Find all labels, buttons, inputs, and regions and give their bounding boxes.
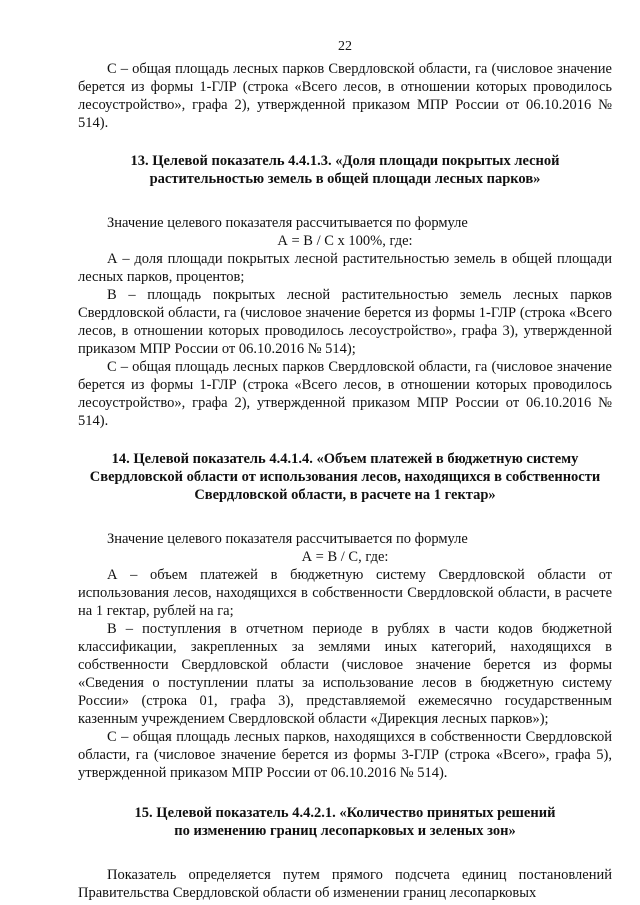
section-14-formula: А = В / С, где: [301, 549, 389, 565]
section-13-b-definition: В – площадь покрытых лесной растительностью земель лесных парков Свердловской области, га (числовое значение берется из формы 1-ГЛР (строка «Всего лесов, в отношении которых проводилось лесоустройство», графа 3), утвержденной приказом МПР России от 06.10.2016 № 514); [78, 287, 612, 357]
section-14-b-definition: В – поступления в отчетном периоде в рублях в части кодов бюджетной классификации, закрепленных за землями иных категорий, находящихся в собственности Свердловской области (числовое значение берется из формы «Сведения о поступлении платы за использование лесов в бюджетную систему России» (строка 01, графа 3), представляемой ежемесячно государственным казенным учреждением Свердловской области «Дирекция лесных парков»); [78, 621, 612, 727]
section-13-c-definition: С – общая площадь лесных парков Свердловской области, га (числовое значение берется из формы 1-ГЛР (строка «Всего лесов, в отношении которых проводилось лесоустройство», графа 2), утвержденной приказом МПР России от 06.10.2016 № 514). [78, 359, 612, 429]
section-13-formula-intro: Значение целевого показателя рассчитывается по формуле [107, 215, 468, 231]
section-13-title [78, 152, 612, 188]
section-15-title [78, 804, 612, 840]
section-15-title-line1: 15. Целевой показатель 4.4.2.1. «Количество принятых решений [134, 805, 556, 821]
page-number: 22 [338, 39, 352, 54]
section-13-formula: А = В / С х 100%, где: [277, 233, 413, 249]
section-14-title-line1: 14. Целевой показатель 4.4.1.4. «Объем платежей в бюджетную систему [111, 451, 579, 467]
section-14-title-line2: Свердловской области от использования лесов, находящихся в собственности [89, 469, 601, 485]
section-13-a-definition: А – доля площади покрытых лесной растительностью земель в общей площади лесных парков, процентов; [78, 251, 612, 285]
section-14-c-definition: С – общая площадь лесных парков, находящихся в собственности Свердловской области, га (числовое значение берется из формы 3-ГЛР (строка «Всего», графа 5), утвержденной приказом МПР России от 06.10.2016 № 514). [78, 729, 612, 781]
section-13-title-line2: растительностью земель в общей площади лесных парков» [149, 171, 541, 187]
intro-c-definition: С – общая площадь лесных парков Свердловской области, га (числовое значение берется из формы 1-ГЛР (строка «Всего лесов, в отношении которых проводилось лесоустройство», графа 2), утвержденной приказом МПР России от 06.10.2016 № 514). [78, 61, 612, 131]
section-13-title-line1: 13. Целевой показатель 4.4.1.3. «Доля площади покрытых лесной [130, 153, 560, 169]
section-15-body: Показатель определяется путем прямого подсчета единиц постановлений Правительства Свердловской области об изменении границ лесопарковых [78, 867, 612, 901]
section-14-title [78, 450, 612, 504]
section-14-formula-intro: Значение целевого показателя рассчитывается по формуле [107, 531, 468, 547]
section-14-title-line3: Свердловской области, в расчете на 1 гектар» [194, 487, 496, 503]
section-14-a-definition: А – объем платежей в бюджетную систему Свердловской области от использования лесов, находящихся в собственности Свердловской области, в расчете на 1 гектар, рублей на га; [78, 567, 612, 619]
section-15-title-line2: по изменению границ лесопарковых и зеленых зон» [174, 823, 516, 839]
